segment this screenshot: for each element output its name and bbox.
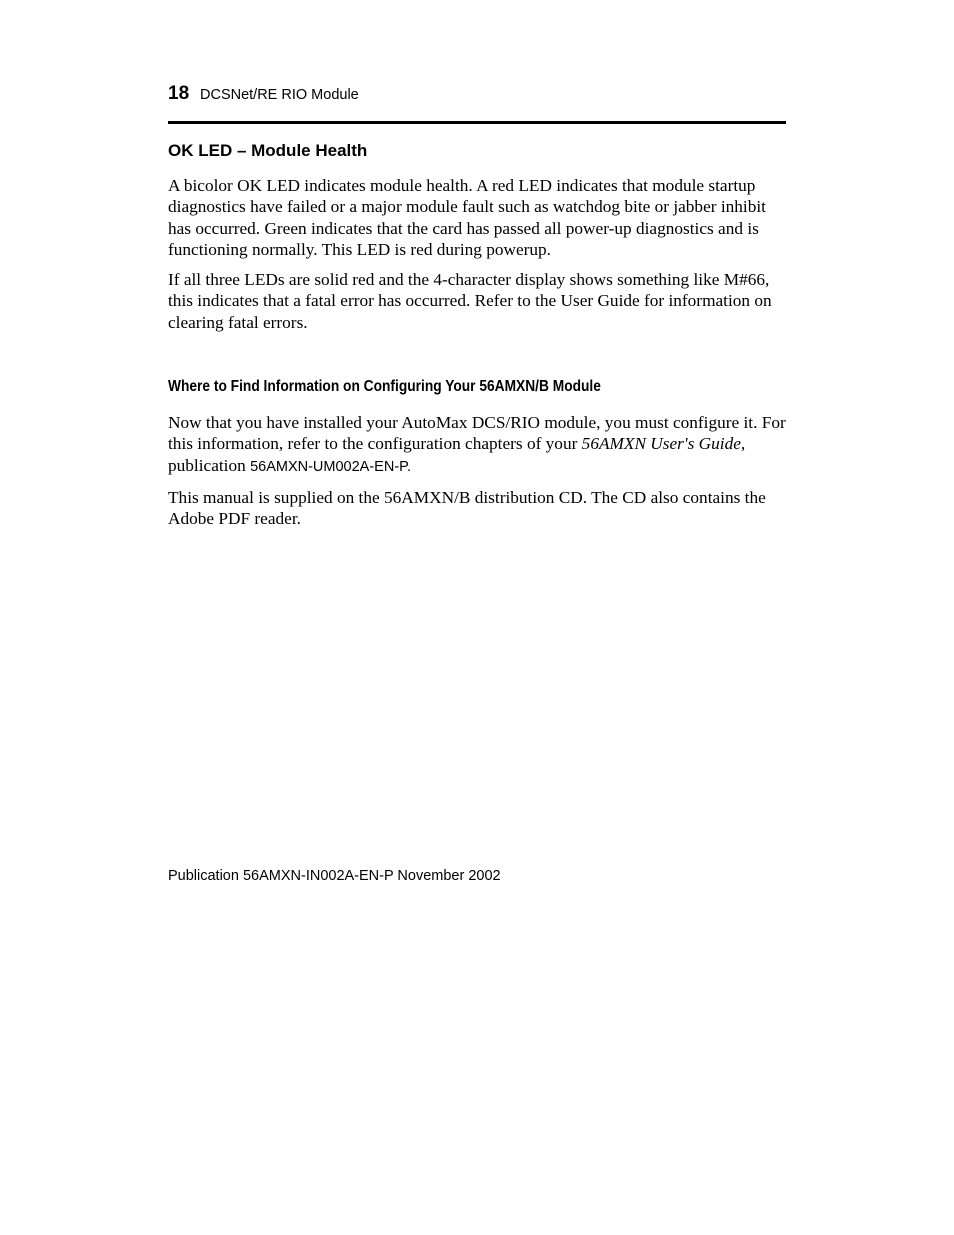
page-number: 18 [168, 83, 190, 104]
users-guide-title: 56AMXN User's Guide [581, 434, 741, 454]
page-footer: Publication 56AMXN-IN002A-EN-P November 2002 [168, 868, 501, 884]
page-header [168, 82, 786, 124]
paragraph-configure-1 [168, 412, 788, 478]
paragraph-ok-led-2: If all three LEDs are solid red and the 4-character display shows something like M#66, this indicates that a fatal error has occurred. Refer to the User Guide for information on clearing fatal errors. [168, 270, 772, 332]
paragraph-configure-2: This manual is supplied on the 56AMXN/B distribution CD. The CD also contains the Adobe PDF reader. [168, 487, 766, 529]
running-title: DCSNet/RE RIO Module [200, 87, 359, 103]
paragraph-ok-led-1: A bicolor OK LED indicates module health. A red LED indicates that module startup diagnostics have failed or a major module fault such as watchdog bite or jabber inhibit has occurred. Green indicates that the card has passed all power-up diagnostics and is functioning normally. This LED is red during powerup. [168, 176, 766, 259]
paragraph-configure-1-text: Now that you have installed your AutoMax DCS/RIO module, you must configure it. For this information, refer to the configuration chapters of your [168, 413, 786, 454]
section-configure [168, 376, 788, 529]
section-heading-configure: Where to Find Information on Configuring Your 56AMXN/B Module [168, 378, 601, 395]
section-heading-ok-led: OK LED – Module Health [168, 141, 368, 160]
section-ok-led [168, 140, 788, 333]
publication-number: 56AMXN-UM002A-EN-P. [250, 458, 411, 475]
paragraph-configure-1-middle: , publication [168, 434, 746, 475]
